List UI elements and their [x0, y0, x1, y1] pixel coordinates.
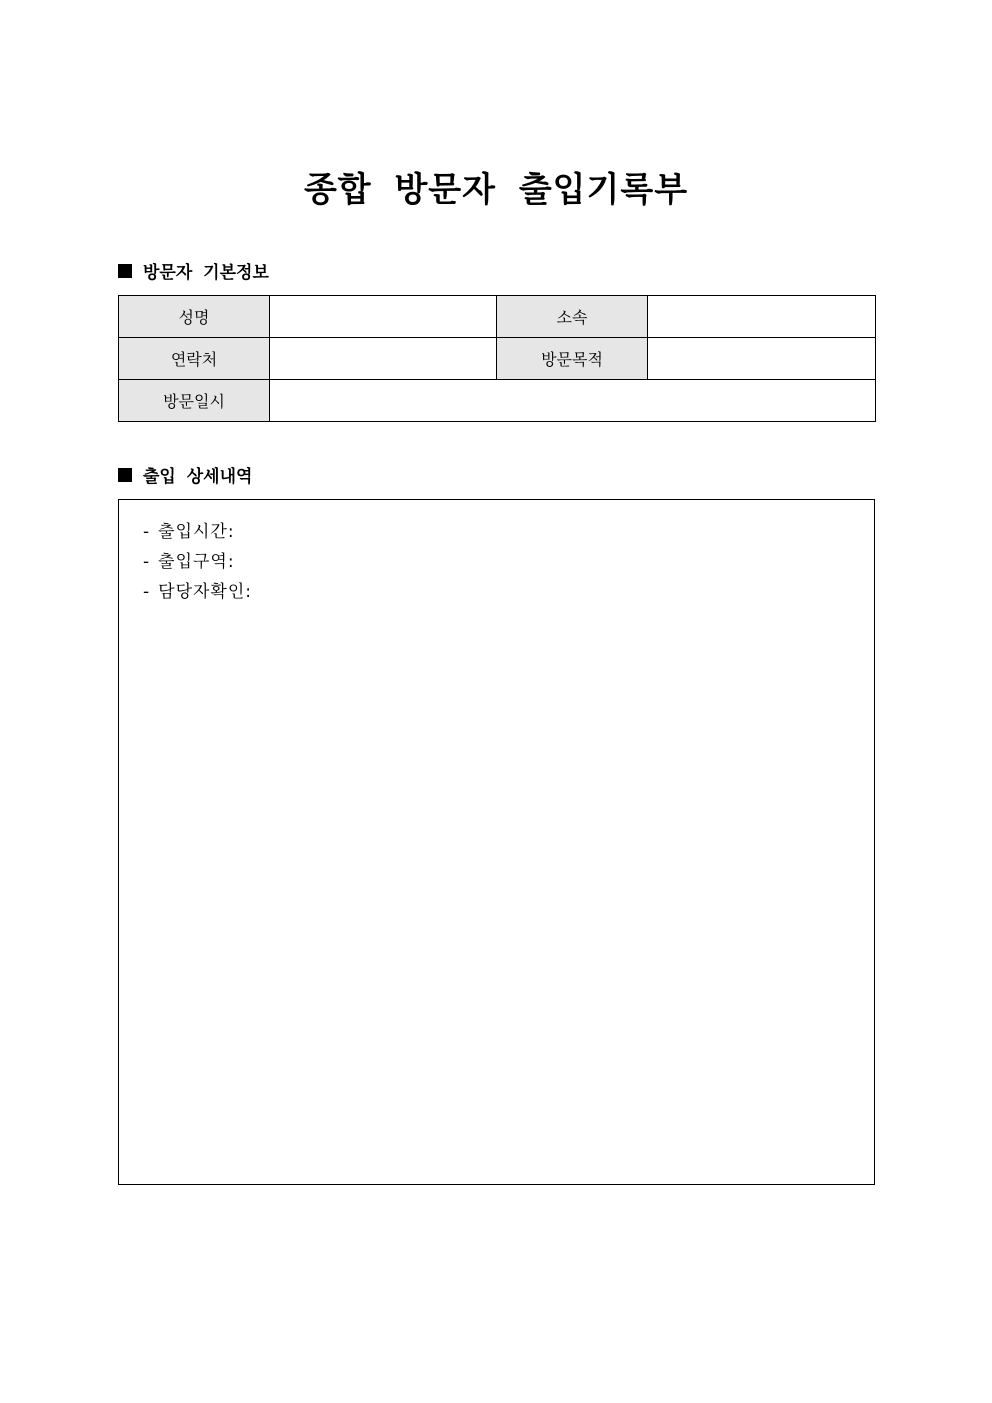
- visit-purpose-field[interactable]: [648, 338, 876, 380]
- visit-datetime-label: 방문일시: [119, 380, 270, 422]
- contact-label: 연락처: [119, 338, 270, 380]
- section-heading-label: 방문자 기본정보: [143, 263, 269, 283]
- square-bullet-icon: [118, 264, 132, 278]
- entry-time-label: 출입시간:: [158, 522, 235, 542]
- visit-datetime-field[interactable]: [270, 380, 876, 422]
- dash-bullet: -: [143, 582, 151, 602]
- list-item: [143, 577, 874, 607]
- manager-confirmation-label: 담당자확인:: [158, 582, 252, 602]
- dash-bullet: -: [143, 522, 151, 542]
- section-heading-entry-details: [118, 462, 252, 487]
- table-row: [119, 296, 876, 338]
- square-bullet-icon: [118, 468, 132, 482]
- dash-bullet: -: [143, 552, 151, 572]
- entry-area-label: 출입구역:: [158, 552, 235, 572]
- affiliation-field[interactable]: [648, 296, 876, 338]
- document-title: 종합 방문자 출입기록부: [303, 170, 689, 210]
- entry-details-box[interactable]: [118, 499, 875, 1185]
- contact-field[interactable]: [270, 338, 497, 380]
- section-heading-label: 출입 상세내역: [143, 467, 253, 487]
- table-row: [119, 380, 876, 422]
- list-item: [143, 547, 874, 577]
- name-label: 성명: [119, 296, 270, 338]
- section-heading-basic-info: [118, 258, 269, 283]
- visitor-info-table: [118, 295, 876, 422]
- list-item: [143, 517, 874, 547]
- name-field[interactable]: [270, 296, 497, 338]
- affiliation-label: 소속: [497, 296, 648, 338]
- visit-purpose-label: 방문목적: [497, 338, 648, 380]
- table-row: [119, 338, 876, 380]
- entry-details-list: [119, 500, 874, 607]
